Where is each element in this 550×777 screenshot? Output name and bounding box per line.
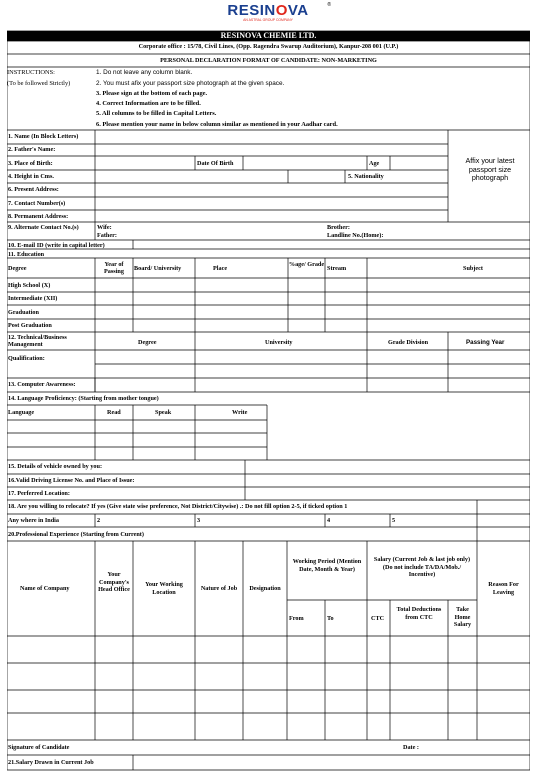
brother-label: Brother:	[327, 224, 350, 231]
date-label: Date :	[403, 744, 419, 751]
signature-label: Signature of Candidate	[8, 744, 70, 751]
license-label: 16.Valid Driving License No. and Place of Issue:	[8, 477, 135, 484]
father-label: 2. Father's Name:	[8, 146, 56, 153]
exp-header-ctc: CTC	[371, 615, 385, 622]
instruction-4: 4. Correct Information are to be filled.	[96, 100, 201, 107]
exp-header-company: Name of Company	[20, 585, 70, 592]
alt-contact-label: 9. Alternate Contact No.(s)	[8, 224, 79, 231]
photo-box: Affix your latest passport size photograph	[465, 156, 515, 182]
nationality-label: 5. Nationality	[348, 173, 384, 180]
wife-label: Wife:	[97, 224, 112, 231]
lang-header-write: Write	[232, 409, 248, 416]
instruction-3: 3. Please sign at the bottom of each page.	[96, 90, 208, 97]
company-logo: RESINOVA AN ASTRAL GROUP COMPANY ®	[227, 2, 331, 22]
present-address-label: 6. Present Address:	[8, 186, 59, 193]
exp-header-period: Working Period (Mention Date, Month & Year)	[292, 558, 362, 573]
computer-label: 13. Computer Awareness:	[8, 381, 76, 388]
education-title: 11. Education	[8, 251, 45, 258]
tech-header-degree: Degree	[138, 339, 157, 346]
relocate-question: 18. Are you willing to relocate? If yes (Give state wise preference, Not District/Citywise) .: Do not fill option 2-5, if ticked option 1	[8, 503, 348, 510]
edu-row-intermediate: Intermediate (XII)	[8, 295, 58, 302]
edu-row-graduation: Graduation	[8, 309, 39, 316]
age-label: Age	[369, 160, 380, 167]
instruction-6: 6. Please mention your name in below column similar as mentioned in your Aadhar card.	[96, 121, 338, 128]
instruction-2: 2. You must afix your passport size photograph at the given space.	[96, 80, 285, 87]
relocate-option-5: 5	[392, 517, 396, 524]
edu-header-stream: Stream	[327, 265, 347, 272]
instruction-5: 5. All columns to be filled in Capital Letters.	[96, 110, 217, 117]
birthplace-label: 3. Place of Birth:	[8, 160, 53, 167]
edu-header-place: Place	[213, 265, 228, 272]
edu-row-postgrad: Post Graduation	[8, 322, 52, 329]
exp-header-salary: Salary (Current Job & last job only) (Do not include TA/DA/Mob./ Incentive)	[373, 556, 471, 578]
edu-header-board: Board/ University	[134, 265, 182, 272]
form-grid	[7, 0, 530, 777]
edu-header-subject: Subject	[463, 265, 483, 272]
exp-header-headoffice: Your Company's Head Office	[98, 571, 130, 593]
vehicle-label: 15. Details of vehicle owned by you:	[8, 463, 103, 470]
tech-header-grade: Grade Division	[388, 339, 429, 346]
email-label: 10. E-mail ID (write in capital letter)	[8, 242, 105, 249]
relocate-option-1: Any where in India	[8, 517, 59, 524]
exp-header-deductions: Total Deductions from CTC	[396, 606, 442, 621]
lang-header-read: Read	[107, 409, 121, 416]
relocate-option-3: 3	[197, 517, 201, 524]
lang-header-language: Language	[8, 409, 35, 416]
company-name: RESINOVA CHEMIE LTD.	[7, 31, 530, 41]
exp-header-to: To	[327, 615, 334, 622]
location-label: 17. Perferred Location:	[8, 490, 70, 497]
company-address: Corporate office : 15/78, Civil Lines, (Opp. Ragendra Swarup Auditorium), Kanpur-208 001 (U.P.)	[138, 43, 399, 50]
form-page: RESINOVA AN ASTRAL GROUP COMPANY ® RESINOVA CHEMIE LTD. Corporate office : 15/78, Civil Lines, (Opp. Ragendra Swarup Auditorium), Kanpur-208 001 (U.P.) PERSONAL DECLARATION FORMAT OF CANDIDATE: NON-MARKETING INSTRUCTIONS: (To be followed Strictly) 1. Do not leave any column blank. 2. You must afix your passport size photograph at the given space. 3. Please sign at the bottom of each page. 4. Correct Information are to be filled. 5. All columns to be filled in Capital Letters. 6. Please mention your name in below column similar as mentioned in your Aadhar card. 1. Name (In Block Letters) 2. Father's Name: 3. Place of Birth: Date Of Birth Age 4. Height in Cms. 5. Nationality 6. Present Address: 7. Contact Number(s) 8. Permanent Address: 9. Alternate Contact No.(s) Wife: Brother: Father: Landline No.(Home): 10. E-mail ID (write in capital letter) 11. Education Affix your latest passport size photograph Degree Year of Passing Board/ University Place %age/ Grade Stream Subject High School (X) Intermediate (XII) Graduation Post Graduation 12. Technical/Business Management Qualification: Degree University Grade Division Passing Year 13. Computer Awareness: 14. Language Proficiency: (Starting from mother tongue) Language Read Speak Write 15. Details of vehicle owned by you: 16.Valid Driving License No. and Place of Issue: 17. Perferred Location: 18. Are you willing to relocate? If yes (Give state wise preference, Not District/Citywise) .: Do not fill option 2-5, if ticked option 1 Any where in India 2 3 4 5 20.Professional Experience (Starting from Current) Name of Company Your Company's Head Office Your Working Location Nature of Job Designation Working Period (Mention Date, Month & Year) From To Salary (Current Job & last job only) (Do not include TA/DA/Mob./ Incentive) CTC Total Deductions from CTC Take Home Salary Reason For Leaving Signature of Candidate Date : 21.Salary Drawn in Current Job	[7, 0, 530, 777]
name-label: 1. Name (In Block Letters)	[8, 133, 79, 140]
language-title: 14. Language Proficiency: (Starting from mother tongue)	[8, 395, 159, 402]
tech-header-university: University	[265, 339, 293, 346]
edu-header-degree: Degree	[8, 265, 27, 272]
father-contact-label: Father:	[97, 232, 117, 239]
exp-header-reason: Reason For Leaving	[488, 581, 519, 596]
permanent-address-label: 8. Permanent Address:	[8, 213, 69, 220]
exp-header-location: Your Working Location	[145, 581, 183, 596]
exp-header-designation: Designation	[249, 585, 281, 592]
edu-row-highschool: High School (X)	[8, 282, 51, 289]
form-title: PERSONAL DECLARATION FORMAT OF CANDIDATE: NON-MARKETING	[160, 57, 377, 64]
lang-header-speak: Speak	[155, 409, 172, 416]
exp-header-nature: Nature of Job	[200, 585, 238, 592]
relocate-option-4: 4	[327, 517, 331, 524]
experience-title: 20.Professional Experience (Starting from Current)	[8, 531, 144, 538]
contact-label: 7. Contact Number(s)	[8, 200, 66, 207]
technical-label: 12. Technical/Business Management	[8, 334, 67, 348]
exp-header-from: From	[289, 615, 304, 622]
tech-header-year: Passing Year	[466, 339, 505, 346]
technical-qualification-label: Qualification:	[8, 355, 45, 362]
salary-drawn-label: 21.Salary Drawn in Current Job	[8, 759, 94, 766]
edu-header-grade: %age/ Grade	[288, 261, 325, 268]
exp-header-takehome: Take Home Salary	[453, 606, 472, 628]
relocate-option-2: 2	[97, 517, 101, 524]
height-label: 4. Height in Cms.	[8, 173, 54, 180]
dob-label: Date Of Birth	[197, 160, 234, 167]
edu-header-year: Year of Passing	[104, 261, 124, 275]
landline-label: Landline No.(Home):	[327, 232, 384, 239]
instruction-1: 1. Do not leave any column blank.	[96, 69, 193, 76]
